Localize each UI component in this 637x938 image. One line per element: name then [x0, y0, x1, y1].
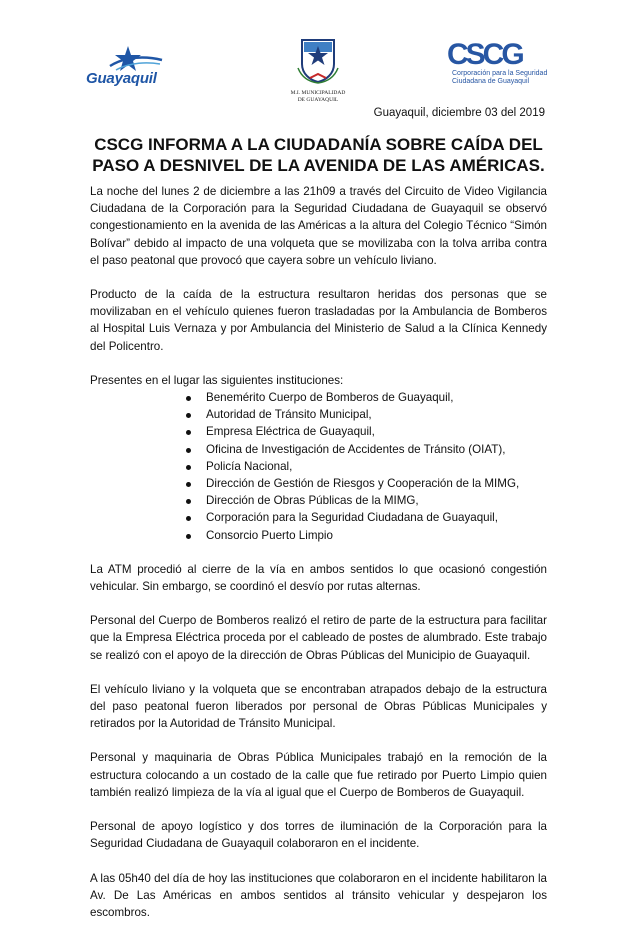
paragraph-obras-publicas: Personal y maquinaria de Obras Pública Municipales trabajó en la remoción de la estructura colocando a un costado de la calle que fue retirado por Puerto Limpio quien también realizó limpieza de la vía al igual que el Cuerpo de Bomberos de Guayaquil. [90, 751, 547, 799]
list-item: Benemérito Cuerpo de Bomberos de Guayaquil, [186, 389, 547, 406]
document-body [90, 183, 547, 938]
paragraph-logistics: Personal de apoyo logístico y dos torres de iluminación de la Corporación para la Seguridad Ciudadana de Guayaquil colaboraron en el incidente. [90, 820, 547, 851]
cscg-name-line-1: Corporación para la Seguridad [452, 70, 548, 77]
paragraph-incident: La noche del lunes 2 de diciembre a las 21h09 a través del Circuito de Video Vigilancia Ciudadana de la Corporación para la Seguridad Ciudadana de Guayaquil se observó congestionamiento en la avenida de las Américas a la altura del Colegio Técnico “Simón Bolívar” debido al impacto de una volqueta que se movilizaba con la tolva arriba contra el paso peatonal que provocó que cayera sobre un vehículo liviano. [90, 185, 547, 267]
municipal-seal-icon [296, 38, 340, 84]
cscg-logo [447, 40, 567, 100]
municipal-logo [278, 38, 358, 104]
cscg-letters: CSCG [447, 38, 522, 71]
paragraph-reopening: A las 05h40 del día de hoy las instituciones que colaboraron en el incidente habilitaron la Av. De Las Américas en ambos sentidos al tránsito vehicular y despejaron los escombros. [90, 871, 547, 919]
list-item: Empresa Eléctrica de Guayaquil, [186, 423, 547, 440]
paragraph-institutions-intro: Presentes en el lugar las siguientes instituciones: [90, 373, 344, 387]
list-item: Oficina de Investigación de Accidentes de Tránsito (OIAT), [186, 441, 547, 458]
guayaquil-logo [86, 44, 186, 94]
municipal-name-line-1: M.I. MUNICIPALIDAD [290, 90, 346, 96]
letterhead [0, 0, 637, 110]
cscg-name-line-2: Ciudadana de Guayaquil [452, 78, 530, 85]
list-item: Dirección de Obras Públicas de la MIMG, [186, 492, 547, 509]
paragraph-bomberos: Personal del Cuerpo de Bomberos realizó el retiro de parte de la estructura para facilitar que la Empresa Eléctrica proceda por el cableado de postes de alumbrado. Este trabajo se realizó con el apoyo de la dirección de Obras Públicas del Municipio de Guayaquil. [90, 614, 547, 662]
list-item: Autoridad de Tránsito Municipal, [186, 406, 547, 423]
paragraph-atm: La ATM procedió al cierre de la vía en ambos sentidos lo que ocasionó congestión vehicular. Sin embargo, se coordinó el desvío por rutas alternas. [90, 562, 547, 594]
municipal-name-line-2: DE GUAYAQUIL [297, 97, 339, 103]
list-item: Dirección de Gestión de Riesgos y Cooperación de la MIMG, [186, 475, 547, 492]
list-item: Policía Nacional, [186, 458, 547, 475]
list-item: Consorcio Puerto Limpio [186, 527, 547, 544]
institutions-list [90, 389, 547, 544]
paragraph-vehicles: El vehículo liviano y la volqueta que se encontraban atrapados debajo de la estructura del paso peatonal fueron liberados por personal de Obras Públicas Municipales y retirados por la Autoridad de Tránsito Municipal. [90, 682, 547, 731]
paragraph-injured: Producto de la caída de la estructura resultaron heridas dos personas que se movilizaban en el vehículo quienes fueron trasladadas por la Ambulancia de Bomberos al Hospital Luis Vernaza y por Ambulancia del Ministerio de Salud a la Clínica Kennedy del Policentro. [90, 288, 547, 353]
document-date: Guayaquil, diciembre 03 del 2019 [373, 107, 545, 119]
list-item: Corporación para la Seguridad Ciudadana de Guayaquil, [186, 509, 547, 526]
document-title: CSCG INFORMA A LA CIUDADANÍA SOBRE CAÍDA DEL PASO A DESNIVEL DE LA AVENIDA DE LAS AMÉRICAS. [92, 135, 545, 175]
guayaquil-wordmark: Guayaquil [86, 70, 157, 87]
